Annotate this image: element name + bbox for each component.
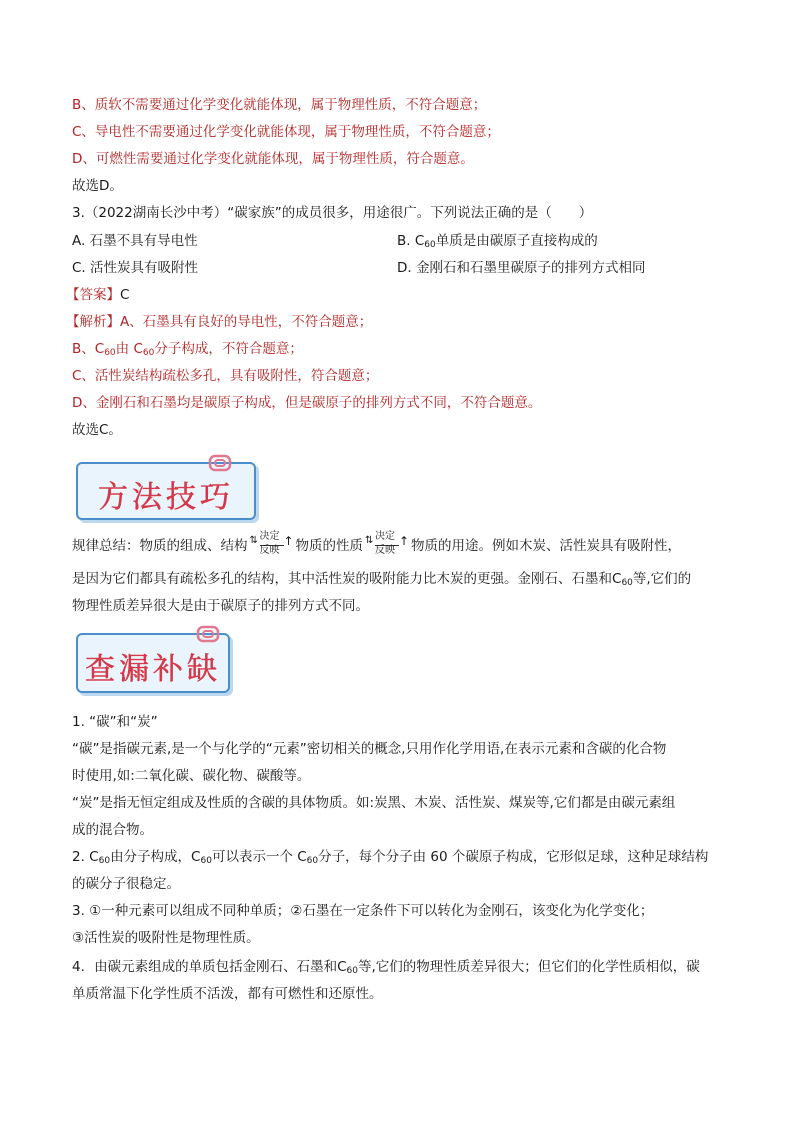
answer-value: C: [120, 287, 130, 303]
gaps-item-1-line-4: 成的混合物。: [72, 822, 153, 838]
method-banner: [76, 462, 256, 520]
analysis-a: 【解析】A、石墨具有良好的导电性，不符合题意；: [66, 314, 373, 330]
paperclip-icon: [196, 625, 220, 643]
gaps-item-1-line-1: “碳”是指碳元素,是一个与化学的“元素”密切相关的概念,只用作化学用语,在表示元素和含碳的化合物: [72, 741, 667, 757]
gaps-item-1-line-2: 时使用,如:二氧化碳、碳化物、碳酸等。: [72, 768, 311, 784]
analysis-d: D、金刚石和石墨均是碳原子构成，但是碳原子的排列方式不同，不符合题意。: [72, 395, 542, 411]
gaps-banner-title: 查漏补缺: [85, 652, 221, 687]
method-p2: 是因为它们都具有疏松多孔的结构，其中活性炭的吸附能力比木炭的更强。金刚石、石墨和$C_{60}$等,它们的: [72, 571, 692, 588]
method-p3: 物理性质差异很大是由于碳原子的排列方式不同。: [72, 598, 369, 614]
gaps-banner: [76, 633, 230, 693]
prev-answer-c: C、导电性不需要通过化学变化就能体现，属于物理性质，不符合题意；: [72, 124, 500, 140]
prev-answer-d: D、可燃性需要通过化学变化就能体现，属于物理性质，符合题意。: [72, 151, 474, 167]
gaps-item-1-title: 1. “碳”和“炭”: [72, 714, 158, 730]
gaps-item-3-line-1: 3. ①一种元素可以组成不同种单质；②石墨在一定条件下可以转化为金刚石，该变化为化学变化；: [72, 903, 654, 919]
option-b: B. $C_{60}$单质是由碳原子直接构成的: [397, 233, 598, 250]
analysis-c: C、活性炭结构疏松多孔，具有吸附性，符合题意；: [72, 368, 379, 384]
question-3-stem: 3.（2022湖南长沙中考）“碳家族”的成员很多，用途很广。下列说法正确的是（ ）: [72, 205, 593, 221]
gaps-item-4-line-1: 4．由碳元素组成的单质包括金刚石、石墨和$C_{60}$等,它们的物理性质差异很大；但它们的化学性质相似，碳: [72, 959, 700, 976]
gaps-item-2-line-2: 的碳分子很稳定。: [72, 876, 180, 892]
option-a: A. 石墨不具有导电性: [72, 233, 198, 249]
gaps-item-3-line-2: ③活性炭的吸附性是物理性质。: [72, 930, 260, 946]
answer-line: [66, 285, 129, 305]
prev-answer-choose: 故选D。: [72, 178, 123, 194]
analysis-label: 【解析】: [66, 314, 120, 330]
option-c: C. 活性炭具有吸附性: [72, 260, 199, 276]
answer-label: 【答案】: [66, 287, 120, 303]
prev-answer-b: B、质软不需要通过化学变化就能体现，属于物理性质，不符合题意；: [72, 97, 487, 113]
method-p1: 规律总结：物质的组成、结构 ⇅ 决定 反映 ↑ 物质的性质 ⇅ 决定 反映 ↑ 物质的用途。例如木炭、活性炭具有吸附性，: [72, 531, 681, 556]
analysis-b: B、$C_{60}$由 $C_{60}$分子构成，不符合题意；: [72, 341, 303, 358]
decides-reflects-arrow-1: ⇅ 决定 反映 ↑: [249, 531, 294, 556]
gaps-item-4-line-2: 单质常温下化学性质不活泼，都有可燃性和还原性。: [72, 986, 383, 1002]
gaps-item-1-line-3: “炭”是指无恒定组成及性质的含碳的具体物质。如:炭黑、木炭、活性炭、煤炭等,它们都是由碳元素组: [72, 795, 676, 811]
paperclip-icon: [208, 454, 232, 472]
q3-choose: 故选C。: [72, 422, 122, 438]
gaps-item-2-line-1: 2. $C_{60}$由分子构成，$C_{60}$可以表示一个 $C_{60}$分子，每个分子由 60 个碳原子构成，它形似足球，这种足球结构: [72, 849, 709, 866]
method-banner-title: 方法技巧: [98, 480, 234, 515]
decides-reflects-arrow-2: ⇅ 决定 反映 ↑: [365, 531, 409, 556]
option-d: D. 金刚石和石墨里碳原子的排列方式相同: [397, 260, 646, 276]
